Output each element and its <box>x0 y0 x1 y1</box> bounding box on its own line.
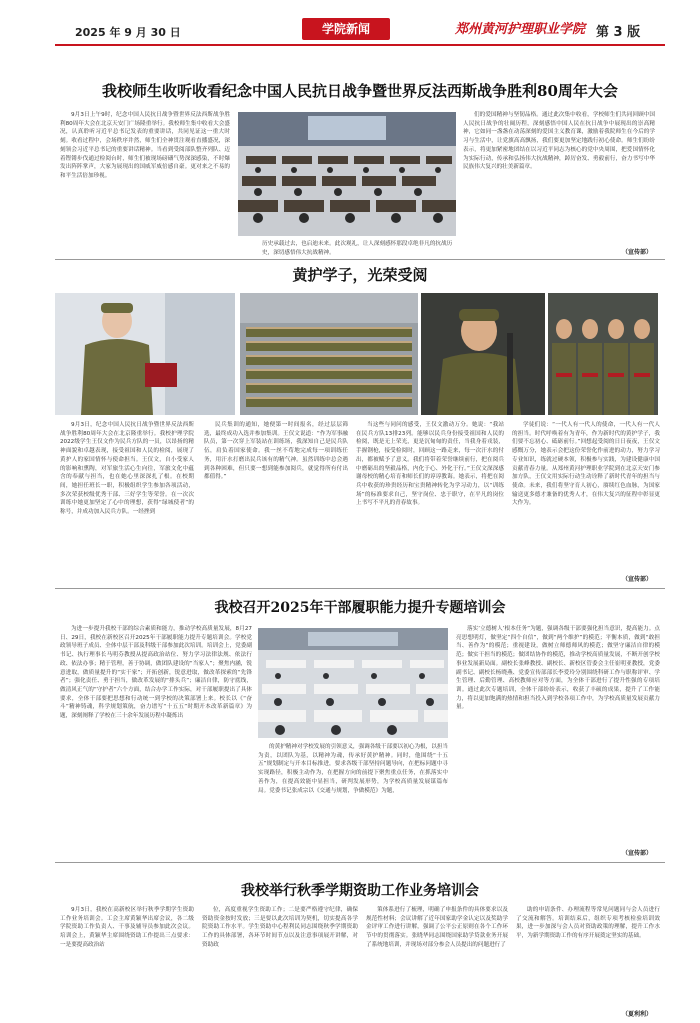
article2-credit: （宣传部） <box>622 576 653 583</box>
article3-col2: 的黄护精神对学校发展的引领意义，强调各级干部要以初心为根，以担当为责，以团队为基，以精神为魂，传承好黄护精神。同时，他围绕“十五五”规划制定与开本目标推进，要求各级干部坚持问题导向，在把标问题中寻实现路径，积极主动作为，在把握方向的前提下聚焦重点任务，在抓落实中善作为，在提高效能中显担当，研判发展形势，为学校高质量发展谋篇布局。党委书记张成宗以《交通与规划，争做模范》为题， <box>258 744 448 794</box>
article1-caption: 历史承载过去，也启迪未来。此次观礼，让人深刻感怀那段卓绝非凡的抗战历史，深切感悟伟大抗战精神。 <box>262 241 453 256</box>
article3-col3: 落实‘立德树人’根本任务”为题，强调各级干部要强化担当意识，提高能力。点亮思想明灯，做坚定“四个自信”，做到“两个维护”的模范；平衡本质，做到“敢担当、善作为”的模范；重视建设，做树立师德师风的模范；做坚守廉洁自律的模范；做实干担当的模范；做团结协作的模范，推动学校高质量发展，不断开创学校事业发展新局面。副校长张峰教授、副校长、新校区管委会主任崔明亚教授，党委副书记、副校长杨晓燕、党委宣传部部长李爱玲分别围绕科研工作与职称评审、学生管理、后勤管理、高校教师应对等方面，为全体干部进行了提升性强的专项培训。通过此次专题培训，全体干部纷纷表示，收获了丰硕的成果，提升了工作能力，将以更加饱满的热情和担当投入到学校各项工作中，为学校高质量发展贡献力量。 <box>456 626 660 711</box>
school-logo: 郑州黄河护理职业学院 <box>455 22 586 37</box>
article3-col1: 为进一步提升我校干部的综合素质和能力，推动学校高质量发展，8月27日、29日，我校在新校区召开2025年干部履职能力提升专题培训会。学校党政领导班子成员、全体中层干部及科级干部参加此次培训。培训会上，党委副书记、执行理事长马明芬教授从提高政治站位、努力学习法律法规、依法行政、依法办事；精于管理，善于协调，做团队建设的“当家人”；聚焦内涵，锐意进取，做质量提升的“实干家”；开拓创新，锐意进取，做改革探索的“先锋者”；强化责任、勇于担当，做改革发展的“排头兵”；廉洁自律，防守底线，做清风正气的“守护者”六个方面，结合办学工作实际，对干部履职提出了具体要求，全体干部要把思想和行动统一到学校的决策部署上来。校长以《“奋斗”精神铸魂，科学规划策航，奋力谱写“十五五”时期开本改革新篇章》为题，深刻阐释了学校在三十余年发展历程中凝炼出 <box>60 626 252 720</box>
lecture-hall-photo <box>238 112 456 236</box>
masthead-rule <box>55 44 665 46</box>
article1-col1: 9月3日上午9时，纪念中国人民抗日战争暨世界反法西斯战争胜利80周年大会在北京天安门广场隆重举行。我校师生集中收看大会盛况，认真聆听习近平总书记发表的重要讲话，共同见证这一重大时刻。收看过程中，会场秩序井然，师生们全神贯注观看直播盛况，深刻领会习近平总书记的重要讲话精神。当看到受阅部队整齐列队、迈着铿锵步伐通过检阅台时，师生们被现场磅礴气势深深感染，不时爆发出阵阵掌声，大家为展现出的国威军威倍感自豪。更对来之不易的和平生活倍加珍视。 <box>60 112 230 179</box>
article4-credit: （夏利利） <box>622 1011 653 1018</box>
student-portrait-photo <box>55 293 235 415</box>
marching-row-photo <box>548 293 658 415</box>
article3-credit: （宣传部） <box>622 850 653 857</box>
article2-photo-portrait <box>55 293 235 415</box>
article2-photo-soldier <box>421 293 545 415</box>
article2-col3: 当这些与同问的感受，王仅文激动万分。她说：“我站在民兵方队13排23列。能够以民兵身份接受祖国和人民的检阅，既是无上荣光，更是沉甸甸的责任，当我身着戎装，手握钢枪，接受检阅时，回顾这一路走来，每一次汗水的付出，都被赋予了意义。我们将带着荣誉继续前行，把在阅兵中磨砺出的坚毅品格，内化于心、外化于行。”王仅文深深感谢母校的精心培育和师长们的谆谆教诲。她表示，将把在阅兵中收获的珍贵经历和宝贵精神转化为学习动力，以“训练场”的标准要求自己，坚守岗位、忠于职守，在平凡的岗位上书写不平凡的青春故事。 <box>356 422 504 507</box>
article4-col1: 9月3日，我校在高新校区举行秋季学期学生资助工作业务培训会。工会主席黄颖华出席会议，各二级学院资助工作负责人、干事及辅导员参加此次会议。培训会上，黄颖华主席围绕资助工作提出三点要求：一是要提高政治站 <box>60 907 194 948</box>
article2-col2: 民兵集训的通知，她便第一时间报名，经过层层筛选，最终成功入选并参加集训。王仅文说道：“作为军事融队员，第一次穿上军装站在训练场，我深知自己是民兵队伍，肩负着国家使命。我一丝不苟地完成每一项训练任务，用汗水打磨出民兵该有的精气神。虽然训练中总会遇到各种困难，但只要一想到能参加阅兵，就觉得所有付出都值得。” <box>204 422 348 481</box>
section-label: 学院新闻 <box>302 18 390 40</box>
issue-date: 2025 年 9 月 30 日 <box>75 26 181 39</box>
article1-title: 我校师生收听收看纪念中国人民抗日战争暨世界反法西斯战争胜利80周年大会 <box>102 82 618 100</box>
article3-photo <box>258 628 448 738</box>
section-divider <box>55 588 665 589</box>
section-divider <box>55 259 665 260</box>
article1-credit: （宣传部） <box>622 249 653 256</box>
section-divider <box>55 862 665 863</box>
article2-col4: 学徒们说：“一代人有一代人的使命，一代人有一代人的担当。时代呼唤着有为青年，作为新时代的黄护学子，我们要不忘初心、砥砺前行。”回想起受阅的日日夜夜，王仅文感慨万分，她表示会把这份荣誉化作前进的动力，努力学习专业知识，练就过硬本领，积极参与实践，为建设健康中国贡献青春力量。从郑州黄河护理职业学院到在北京天安门参加方队，王仅文用实际行动生动诠释了新时代青年的担当与使命。未来，我们将坚守育人初心，赓续红色血脉，为国家输送更多德才兼备的优秀人才，在伟大复兴的征程中彰显更大作为。 <box>512 422 660 507</box>
article3-title: 我校召开2025年干部履职能力提升专题培训会 <box>214 600 506 616</box>
article4-col2: 位，高度重视学生资助工作；二是要严格遵守纪律，确保资助资金按时发放；三是要以此次培训为契机，切实提高各学院资助工作水平。学生资助中心程利民同志围绕秋季学期资助工作的具体部署，各环节时间节点以及注意事项展开讲解，对资助政 <box>202 907 358 948</box>
article4-title: 我校举行秋季学期资助工作业务培训会 <box>241 883 479 899</box>
article4-col4: 助的申请条件、办理流程等常见问题同与会人员进行了交流和解答。培训结束后，组织专项考核检验培训效果，进一步加深与会人员对资助政策的理解，提升工作水平，为新学期资助工作的有序开展奠定坚实的基础。 <box>516 907 660 940</box>
edition-number: 第 3 版 <box>596 25 641 40</box>
article4-col3: 策体系进行了梳理，明确了申报条件的具体要求以及规范性材料；会议讲解了近年国家助学金认定以及奖助学金评审工作进行讲解，强调了公平公正原则在各个工作环节中的贯彻落实。张晓华同志围绕国家助学贷款业务开展了系统地培训，并现场对部分参会人员提出的问题进行了 <box>366 907 508 948</box>
article1-col3: 们的爱国精神与坚韧品格。通过此次集中收看，学校师生们共同回顾中国人民抗日战争的壮阔历程，深刻感悟中国人民在抗日战争中展现出的崇高精神，它如同一盏盏在动荡深刻的爱国主义教育课，激励着我院师生在今后的学习与生活中，让党旗高高飘扬，我们要更加坚定地践行初心使命。师生们纷纷表示，将更加紧密地团结在以习近平同志为核心的党中央周围，把爱国情怀化为实际行动，传承和弘扬伟大抗战精神，踔厉奋发、勇毅前行，奋力书写中华民族伟大复兴的壮美新篇章。 <box>463 112 655 171</box>
soldier-closeup-photo <box>421 293 545 415</box>
article2-photo-formation <box>240 293 418 415</box>
article2-photo-march <box>548 293 658 415</box>
article2-col1: 9月3日，纪念中国人民抗日战争暨世界反法西斯战争胜利80周年大会在北京隆重举行。我校护理学院2022级学生王仅文作为民兵方队的一员，以昂扬的精神面貌和卓越表现，接受祖国和人民的检阅，展现了黄护人的家国情怀与使命担当。王仅文，自小受家人的影响和熏陶，对军旅生活心生向往，军旅文化中蕴含的奉献与担当，也在她心里深深扎了根。在校期间，她担任班长一职，积极组织学生参加各项活动，多次荣获校级优秀干部、三好学生等荣誉。在一次次训练中她更加坚定了心中的理想，获得“绿城使者”的称号，并成功加入民兵方队。一经挫到 <box>60 422 194 516</box>
article2-title: 黄护学子，光荣受阅 <box>292 266 428 284</box>
training-meeting-photo <box>258 628 448 738</box>
parade-formation-photo <box>240 293 418 415</box>
article1-photo <box>238 112 456 236</box>
